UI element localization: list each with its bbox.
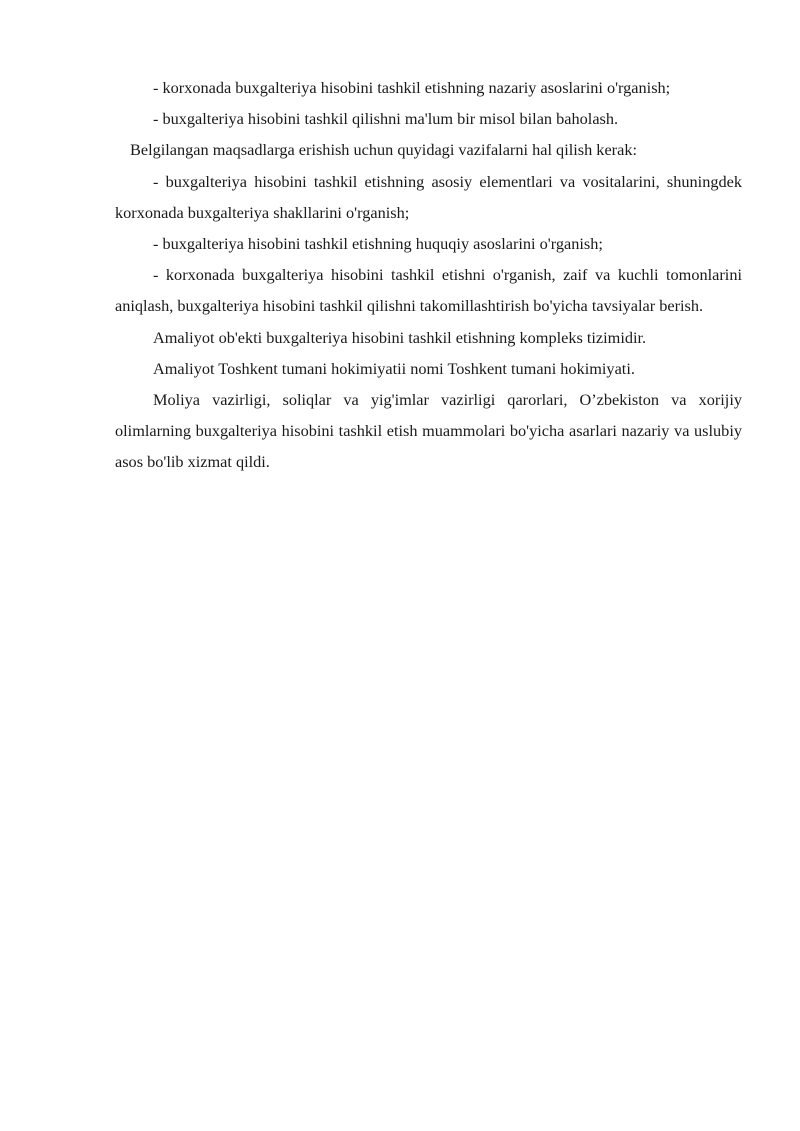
paragraph-task-evaluate: - buxgalteriya hisobini tashkil qilishni ma'lum bir misol bilan baholash. — [153, 109, 619, 129]
paragraph-practice-place: Amaliyot Toshkent tumani hokimiyatii nomi Toshkent tumani hokimiyati. — [153, 358, 635, 378]
paragraph-goals-intro: Belgilangan maqsadlarga erishish uchun quyidagi vazifalarni hal qilish kerak: — [130, 140, 637, 160]
paragraph-task-elements: - buxgalteriya hisobini tashkil etishning asosiy elementlari va vositalarini, shuningdek korxonada buxgalteriya shakllarini o'rganish; — [115, 171, 742, 222]
paragraph-sources: Moliya vazirligi, soliqlar va yig'imlar vazirligi qarorlari, O’zbekiston va xorijiy olimlarning buxgalteriya hisobini tashkil etish muammolari bo'yicha asarlari nazariy va uslubiy asos bo'lib xizmat qildi. — [115, 390, 742, 472]
paragraph-task-legal: - buxgalteriya hisobini tashkil etishning huquqiy asoslarini o'rganish; — [153, 234, 603, 254]
paragraph-task-analysis: - korxonada buxgalteriya hisobini tashkil etishni o'rganish, zaif va kuchli tomonlarini aniqlash, buxgalteriya hisobini tashkil qilishni takomillashtirish bo'yicha tavsiyalar berish. — [115, 265, 742, 316]
paragraph-practice-object: Amaliyot ob'ekti buxgalteriya hisobini tashkil etishning kompleks tizimidir. — [153, 327, 647, 347]
document-body — [115, 72, 742, 478]
paragraph-task-theory: - korxonada buxgalteriya hisobini tashkil etishning nazariy asoslarini o'rganish; — [153, 78, 671, 97]
